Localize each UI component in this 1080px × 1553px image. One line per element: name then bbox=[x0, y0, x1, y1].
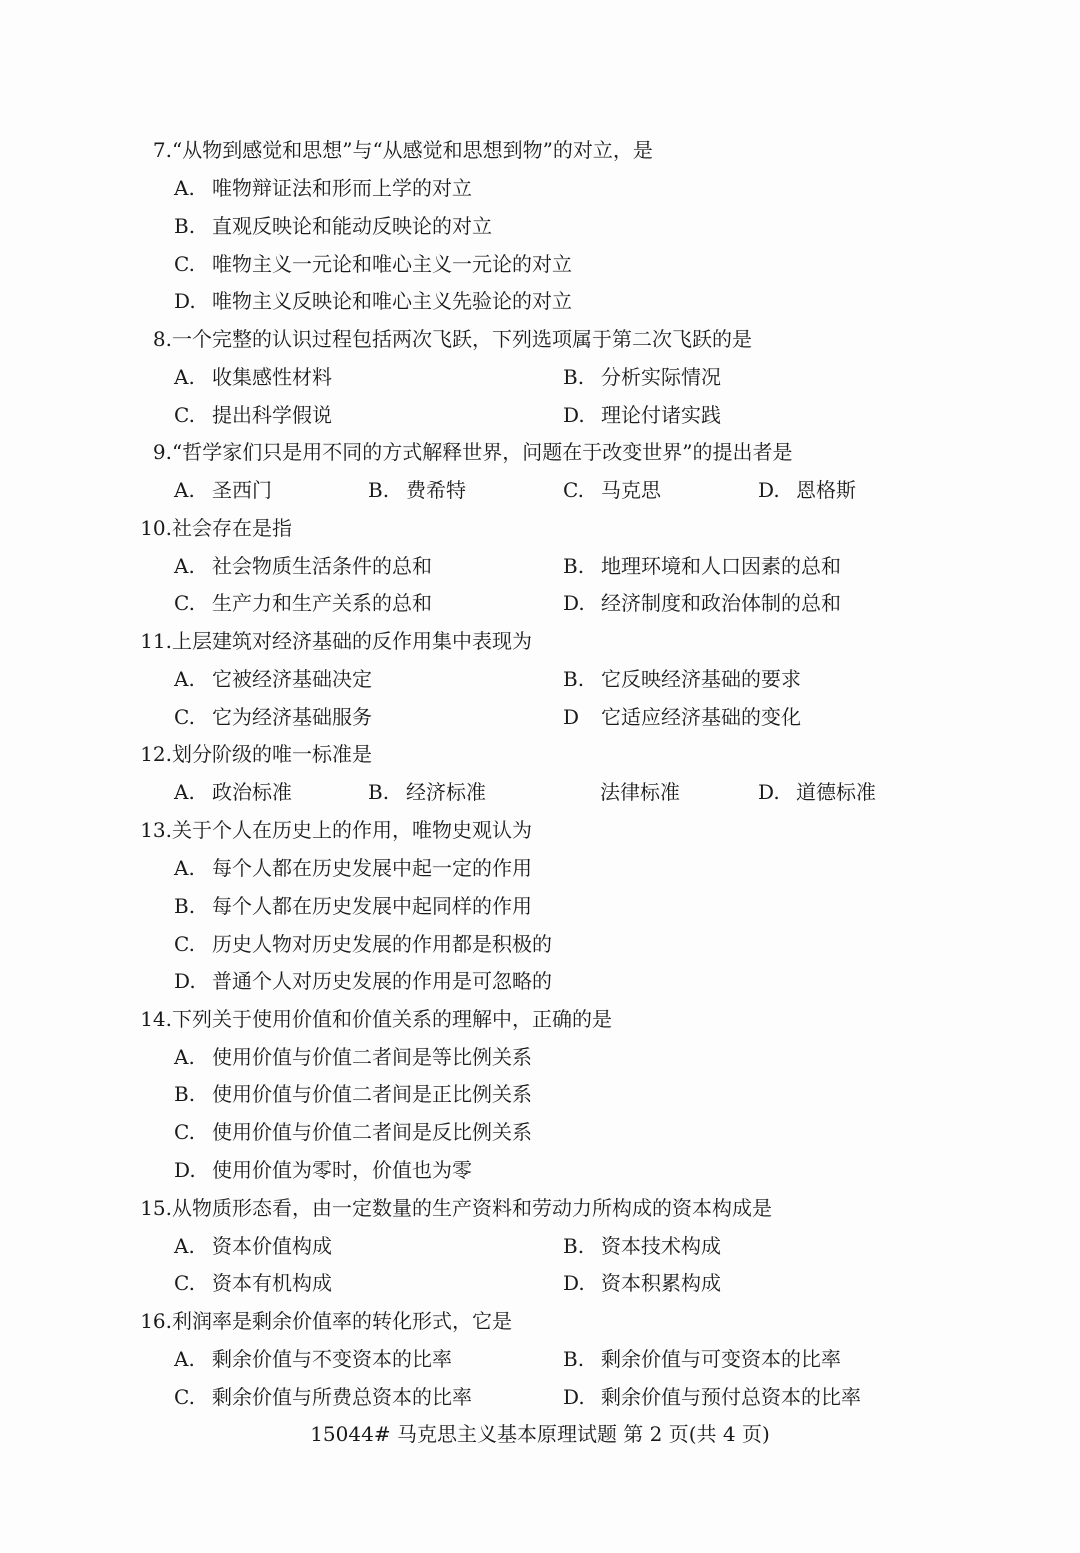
option-text: 经济标准 bbox=[406, 780, 486, 804]
option-text: 经济制度和政治体制的总和 bbox=[601, 591, 841, 615]
question-8-stem bbox=[0, 321, 1080, 357]
option-letter: B. bbox=[174, 1082, 196, 1106]
option-text: 它为经济基础服务 bbox=[212, 705, 372, 729]
option-9c bbox=[563, 472, 661, 508]
option-15a bbox=[174, 1228, 332, 1264]
option-text: 分析实际情况 bbox=[601, 365, 721, 389]
option-text: 马克思 bbox=[601, 478, 661, 502]
option-7d bbox=[174, 283, 572, 319]
option-text: 它被经济基础决定 bbox=[212, 667, 372, 691]
option-8a bbox=[174, 359, 332, 395]
option-letter: D. bbox=[563, 403, 585, 427]
option-letter: C. bbox=[174, 1385, 195, 1409]
question-number: 15. bbox=[140, 1196, 172, 1220]
option-16b bbox=[563, 1341, 841, 1377]
option-text: 使用价值为零时，价值也为零 bbox=[212, 1158, 472, 1182]
option-text: 道德标准 bbox=[796, 780, 876, 804]
question-13-stem bbox=[0, 812, 1080, 848]
option-letter: B. bbox=[368, 478, 390, 502]
option-text: 使用价值与价值二者间是正比例关系 bbox=[212, 1082, 532, 1106]
option-9d bbox=[758, 472, 856, 508]
option-text: 提出科学假说 bbox=[212, 403, 332, 427]
option-text: 唯物辩证法和形而上学的对立 bbox=[212, 176, 472, 200]
option-10a bbox=[174, 548, 432, 584]
question-number: 10. bbox=[140, 516, 172, 540]
option-letter: A. bbox=[174, 176, 195, 200]
option-11a bbox=[174, 661, 372, 697]
option-letter: C. bbox=[563, 478, 584, 502]
option-16a bbox=[174, 1341, 452, 1377]
option-text: 普通个人对历史发展的作用是可忽略的 bbox=[212, 969, 552, 993]
option-letter: A. bbox=[174, 667, 195, 691]
option-10b bbox=[563, 548, 841, 584]
option-10d bbox=[563, 585, 841, 621]
question-text: 一个完整的认识过程包括两次飞跃，下列选项属于第二次飞跃的是 bbox=[172, 327, 752, 351]
question-text: 社会存在是指 bbox=[172, 516, 292, 540]
question-number: 12. bbox=[140, 742, 172, 766]
option-text: 唯物主义一元论和唯心主义一元论的对立 bbox=[212, 252, 572, 276]
option-7b bbox=[174, 208, 492, 244]
option-letter: D. bbox=[758, 780, 780, 804]
option-10c bbox=[174, 585, 432, 621]
option-letter: C. bbox=[174, 403, 195, 427]
option-text: 使用价值与价值二者间是等比例关系 bbox=[212, 1045, 532, 1069]
option-9a bbox=[174, 472, 272, 508]
option-letter: A. bbox=[174, 1234, 195, 1258]
option-8d bbox=[563, 397, 721, 433]
option-text: 资本价值构成 bbox=[212, 1234, 332, 1258]
question-number: 11. bbox=[140, 629, 172, 653]
page-footer: 15044# 马克思主义基本原理试题 第 2 页(共 4 页) bbox=[310, 1422, 770, 1446]
option-letter: D. bbox=[563, 1271, 585, 1295]
option-text: 剩余价值与不变资本的比率 bbox=[212, 1347, 452, 1371]
question-number: 16. bbox=[140, 1309, 172, 1333]
option-text: 直观反映论和能动反映论的对立 bbox=[212, 214, 492, 238]
option-12a bbox=[174, 774, 292, 810]
option-13b bbox=[174, 888, 532, 924]
option-13d bbox=[174, 963, 552, 999]
option-text: 历史人物对历史发展的作用都是积极的 bbox=[212, 932, 552, 956]
option-15d bbox=[563, 1265, 721, 1301]
option-11b bbox=[563, 661, 801, 697]
option-letter: B. bbox=[563, 365, 585, 389]
option-text: 资本有机构成 bbox=[212, 1271, 332, 1295]
option-text: 每个人都在历史发展中起同样的作用 bbox=[212, 894, 532, 918]
option-12d bbox=[758, 774, 876, 810]
option-letter: B. bbox=[174, 894, 196, 918]
option-text: 地理环境和人口因素的总和 bbox=[601, 554, 841, 578]
question-text: “哲学家们只是用不同的方式解释世界，问题在于改变世界”的提出者是 bbox=[172, 440, 793, 464]
question-number: 9. bbox=[152, 440, 172, 464]
option-letter: C. bbox=[174, 1120, 195, 1144]
option-14c bbox=[174, 1114, 532, 1150]
question-text: 划分阶级的唯一标准是 bbox=[172, 742, 372, 766]
option-12c bbox=[600, 774, 680, 810]
option-letter: C. bbox=[174, 591, 195, 615]
option-letter: A. bbox=[174, 554, 195, 578]
option-text: 资本技术构成 bbox=[601, 1234, 721, 1258]
option-14d bbox=[174, 1152, 472, 1188]
option-letter: D. bbox=[758, 478, 780, 502]
option-letter: C. bbox=[174, 705, 195, 729]
option-text: 圣西门 bbox=[212, 478, 272, 502]
option-letter: B. bbox=[563, 554, 585, 578]
question-number: 8. bbox=[152, 327, 172, 351]
question-text: 上层建筑对经济基础的反作用集中表现为 bbox=[172, 629, 532, 653]
question-14-stem bbox=[0, 1001, 1080, 1037]
question-text: 从物质形态看，由一定数量的生产资料和劳动力所构成的资本构成是 bbox=[172, 1196, 772, 1220]
option-letter: B. bbox=[174, 214, 196, 238]
option-text: 每个人都在历史发展中起一定的作用 bbox=[212, 856, 532, 880]
option-letter: D. bbox=[174, 969, 196, 993]
option-text: 收集感性材料 bbox=[212, 365, 332, 389]
question-number: 14. bbox=[140, 1007, 172, 1031]
option-7a bbox=[174, 170, 472, 206]
option-text: 政治标准 bbox=[212, 780, 292, 804]
option-8c bbox=[174, 397, 332, 433]
option-letter: D. bbox=[563, 1385, 585, 1409]
option-text: 法律标准 bbox=[600, 780, 680, 804]
option-letter: C. bbox=[174, 252, 195, 276]
option-letter: A. bbox=[174, 478, 195, 502]
option-9b bbox=[368, 472, 466, 508]
option-letter: A. bbox=[174, 1045, 195, 1069]
option-text: 它反映经济基础的要求 bbox=[601, 667, 801, 691]
option-text: 恩格斯 bbox=[796, 478, 856, 502]
option-14b bbox=[174, 1076, 532, 1112]
option-text: 它适应经济基础的变化 bbox=[601, 705, 801, 729]
option-12b bbox=[368, 774, 486, 810]
option-text: 费希特 bbox=[406, 478, 466, 502]
option-letter: A. bbox=[174, 856, 195, 880]
option-8b bbox=[563, 359, 721, 395]
option-letter: B. bbox=[563, 1234, 585, 1258]
option-11d bbox=[563, 699, 801, 735]
option-letter: A. bbox=[174, 365, 195, 389]
option-letter: B. bbox=[368, 780, 390, 804]
question-15-stem bbox=[0, 1190, 1080, 1226]
option-text: 生产力和生产关系的总和 bbox=[212, 591, 432, 615]
option-letter: D. bbox=[174, 289, 196, 313]
question-number: 7. bbox=[152, 138, 172, 162]
option-7c bbox=[174, 246, 572, 282]
question-16-stem bbox=[0, 1303, 1080, 1339]
option-letter: D bbox=[563, 705, 580, 729]
option-text: 剩余价值与所费总资本的比率 bbox=[212, 1385, 472, 1409]
question-11-stem bbox=[0, 623, 1080, 659]
option-letter: D. bbox=[174, 1158, 196, 1182]
option-13a bbox=[174, 850, 532, 886]
option-letter: B. bbox=[563, 667, 585, 691]
question-text: 关于个人在历史上的作用，唯物史观认为 bbox=[172, 818, 532, 842]
option-13c bbox=[174, 926, 552, 962]
option-text: 社会物质生活条件的总和 bbox=[212, 554, 432, 578]
option-text: 剩余价值与预付总资本的比率 bbox=[601, 1385, 861, 1409]
question-number: 13. bbox=[140, 818, 172, 842]
option-16c bbox=[174, 1379, 472, 1415]
question-text: “从物到感觉和思想”与“从感觉和思想到物”的对立，是 bbox=[172, 138, 653, 162]
question-text: 下列关于使用价值和价值关系的理解中，正确的是 bbox=[172, 1007, 612, 1031]
option-16d bbox=[563, 1379, 861, 1415]
question-9-stem bbox=[0, 434, 1080, 470]
option-15c bbox=[174, 1265, 332, 1301]
question-10-stem bbox=[0, 510, 1080, 546]
option-11c bbox=[174, 699, 372, 735]
option-text: 唯物主义反映论和唯心主义先验论的对立 bbox=[212, 289, 572, 313]
option-letter: A. bbox=[174, 1347, 195, 1371]
option-text: 剩余价值与可变资本的比率 bbox=[601, 1347, 841, 1371]
option-letter: A. bbox=[174, 780, 195, 804]
option-15b bbox=[563, 1228, 721, 1264]
question-7-stem bbox=[0, 132, 1080, 168]
option-letter: D. bbox=[563, 591, 585, 615]
question-text: 利润率是剩余价值率的转化形式，它是 bbox=[172, 1309, 512, 1333]
option-text: 使用价值与价值二者间是反比例关系 bbox=[212, 1120, 532, 1144]
option-text: 资本积累构成 bbox=[601, 1271, 721, 1295]
question-12-stem bbox=[0, 736, 1080, 772]
option-text: 理论付诸实践 bbox=[601, 403, 721, 427]
option-letter: C. bbox=[174, 932, 195, 956]
option-letter: B. bbox=[563, 1347, 585, 1371]
option-letter: C. bbox=[174, 1271, 195, 1295]
option-14a bbox=[174, 1039, 532, 1075]
